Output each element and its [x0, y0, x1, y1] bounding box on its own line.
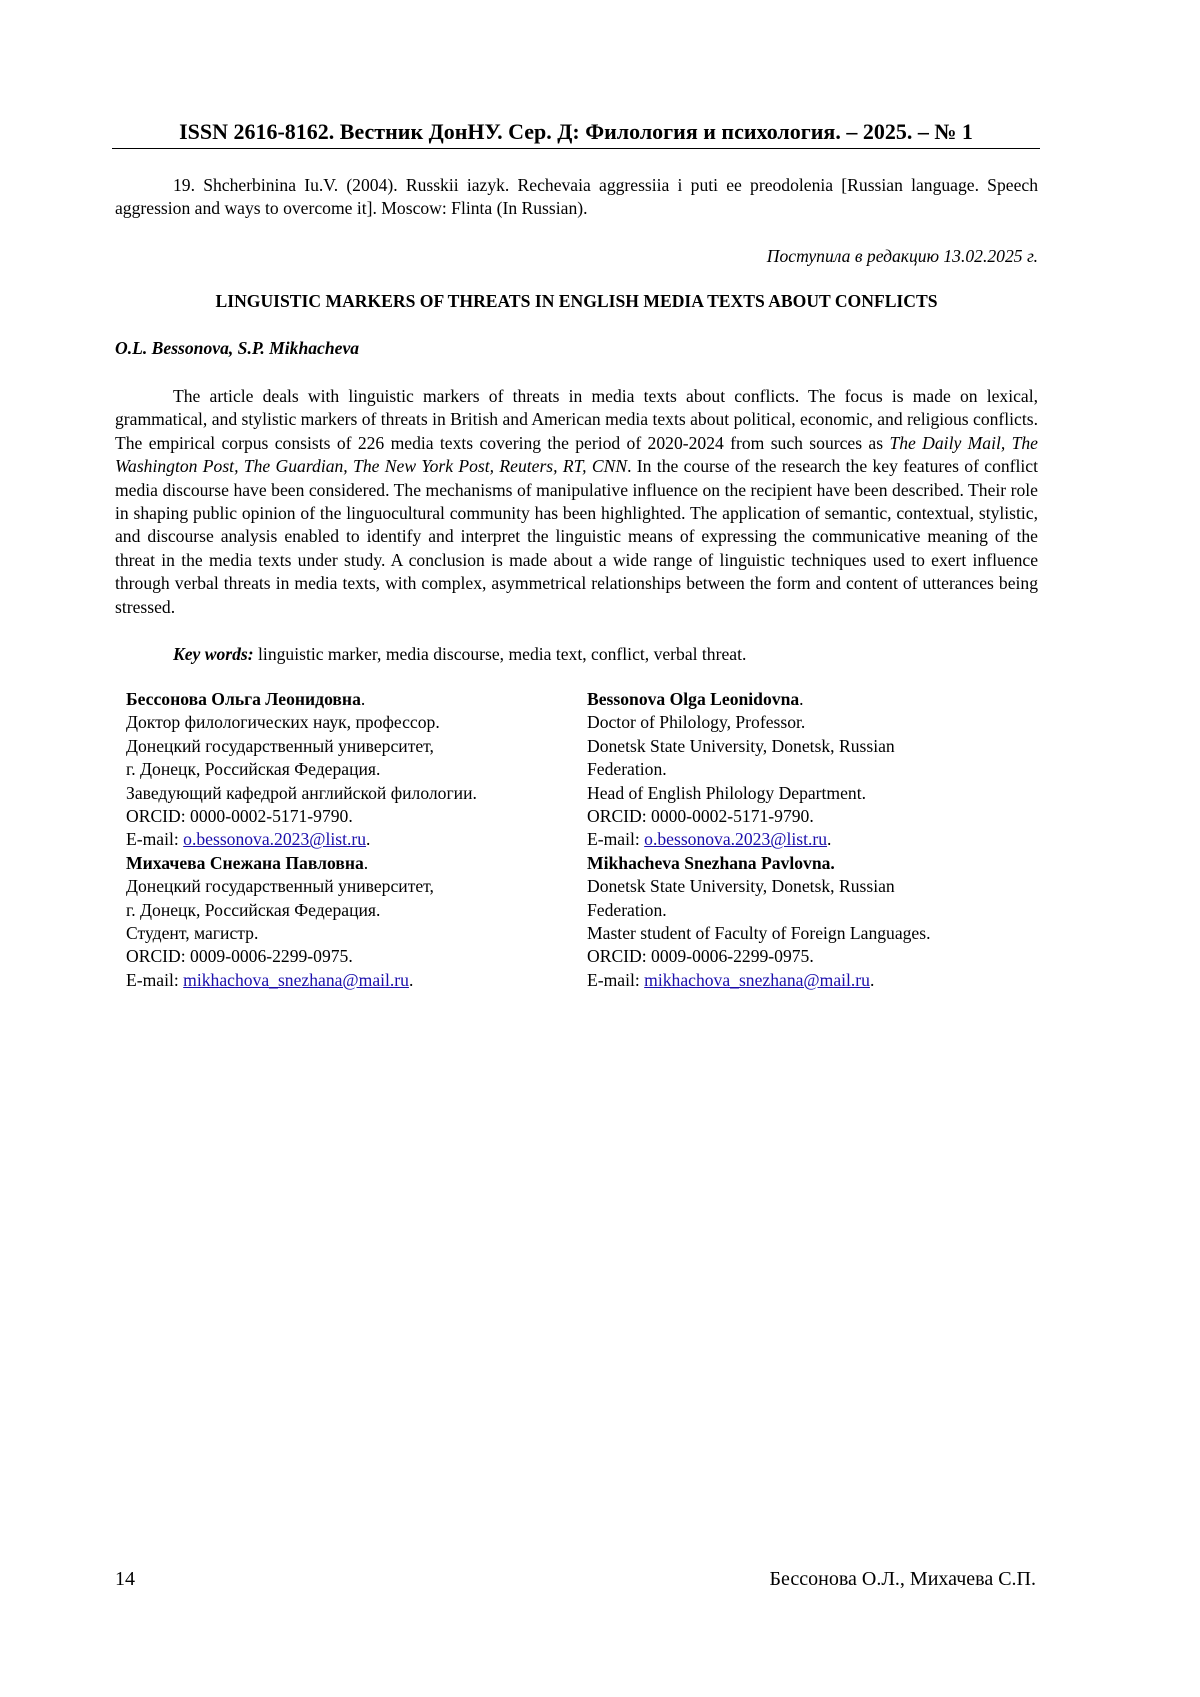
info-line: Доктор филологических наук, профессор. [126, 712, 440, 733]
article-title: LINGUISTIC MARKERS OF THREATS IN ENGLISH MEDIA TEXTS ABOUT CONFLICTS [215, 291, 938, 311]
author1-name-en: Bessonova Olga Leonidovna [587, 689, 800, 709]
info-line: ORCID: 0009-0006-2299-0975. [587, 946, 814, 967]
abstract-part1: The article deals with linguistic markers of threats in media texts about conflicts. The focus is made on lexical, grammatical, and stylistic markers of threats in British and American media texts about political, economic, and religious conflicts. The empirical corpus consists of 226 media texts covering the period of 2020-2024 from such sources as [115, 386, 1038, 453]
footer-authors: Бессонова О.Л., Михачева С.П. [769, 1568, 1036, 1590]
article-authors: O.L. Bessonova, S.P. Mikhacheva [115, 338, 360, 358]
info-line: Doctor of Philology, Professor. [587, 712, 806, 733]
info-line: Donetsk State University, Donetsk, Russian [587, 735, 895, 756]
keywords-label: Key words: [173, 644, 254, 664]
email-link[interactable]: mikhachova_snezhana@mail.ru [183, 969, 409, 990]
author2-name-ru: Михачева Снежана Павловна [126, 852, 364, 873]
author-info-en [587, 688, 931, 992]
dot: . [363, 852, 369, 873]
info-line: г. Донецк, Российская Федерация. [126, 759, 381, 780]
email-label: E-mail: [126, 829, 184, 850]
dot: . [360, 689, 366, 709]
author-info-ru [126, 688, 477, 992]
email-label: E-mail: [587, 969, 645, 990]
email-link[interactable]: o.bessonova.2023@list.ru [183, 829, 367, 850]
dot: . [408, 969, 414, 990]
author2-name-en: Mikhacheva Snezhana Pavlovna. [587, 852, 835, 873]
abstract-sources: The Daily Mail, The Washington Post, The Guardian, The New York Post, Reuters, RT, CNN [115, 432, 1038, 477]
info-line: Студент, магистр. [126, 923, 259, 944]
info-line: Донецкий государственный университет, [126, 735, 434, 756]
info-line: ORCID: 0000-0002-5171-9790. [126, 806, 353, 827]
received-date: Поступила в редакцию 13.02.2025 г. [766, 246, 1038, 266]
info-line: Заведующий кафедрой английской филологии. [126, 782, 477, 803]
dot: . [799, 689, 804, 709]
info-line: Master student of Faculty of Foreign Languages. [587, 923, 931, 944]
info-line: ORCID: 0000-0002-5171-9790. [587, 806, 814, 827]
info-line: г. Донецк, Российская Федерация. [126, 899, 381, 920]
dot: . [827, 829, 832, 850]
info-line: Донецкий государственный университет, [126, 876, 434, 897]
dot: . [869, 969, 875, 990]
info-line: Federation. [587, 899, 667, 920]
info-line: Head of English Philology Department. [587, 782, 867, 803]
abstract [115, 385, 1038, 619]
keywords-text: linguistic marker, media discourse, media text, conflict, verbal threat. [253, 644, 747, 664]
page-number: 14 [115, 1568, 135, 1590]
info-line: ORCID: 0009-0006-2299-0975. [126, 946, 353, 967]
author1-name-ru: Бессонова Ольга Леонидовна [126, 689, 361, 709]
email-link[interactable]: mikhachova_snezhana@mail.ru [644, 969, 870, 990]
info-line: Donetsk State University, Donetsk, Russian [587, 876, 895, 897]
keywords [115, 643, 1038, 666]
reference-19: 19. Shcherbinina Iu.V. (2004). Russkii iazyk. Rechevaia aggressiia i puti ee preodolenia [Russian language. Speech aggression and ways to overcome it]. Moscow: Flinta (In Russian). [115, 175, 1038, 219]
abstract-part2: . In the course of the research the key features of conflict media discourse have been considered. The mechanisms of manipulative influence on the recipient have been described. Their role in shaping public opinion of the linguocultural community has been highlighted. The application of semantic, contextual, stylistic, and discourse analysis enabled to identify and interpret the linguistic means of expressing the communicative meaning of the threat in the media texts under study. A conclusion is made about a wide range of linguistic techniques used to exert influence through verbal threats in media texts, with complex, asymmetrical relationships between the form and content of utterances being stressed. [115, 456, 1039, 617]
info-line: Federation. [587, 759, 667, 780]
email-label: E-mail: [587, 829, 645, 850]
email-label: E-mail: [126, 969, 184, 990]
dot: . [366, 829, 371, 850]
journal-header: ISSN 2616-8162. Вестник ДонНУ. Сер. Д: Филология и психология. – 2025. – № 1 [112, 118, 1040, 149]
email-link[interactable]: o.bessonova.2023@list.ru [644, 829, 828, 850]
